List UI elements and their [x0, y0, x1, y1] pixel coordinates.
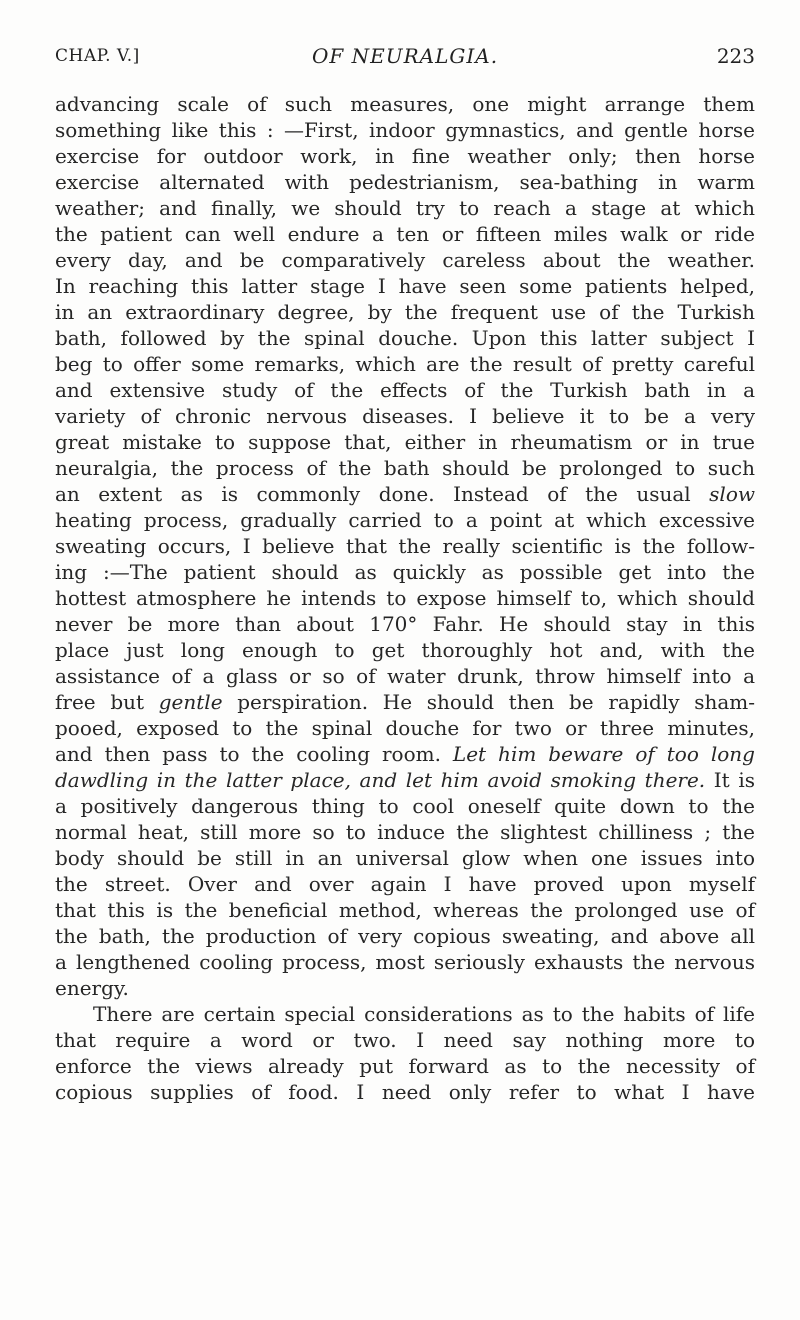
chapter-label: CHAP. V.]: [55, 46, 140, 66]
text-line: variety of chronic nervous diseases. I believe it to be a very: [55, 404, 755, 428]
text-line: exercise for outdoor work, in fine weather only; then horse: [55, 144, 755, 168]
text-line: the street. Over and over again I have proved upon myself: [55, 872, 755, 896]
text-line: and extensive study of the effects of the Turkish bath in a: [55, 378, 755, 402]
text-line: pooed, exposed to the spinal douche for two or three minutes,: [55, 716, 755, 740]
text-line: advancing scale of such measures, one might arrange them: [55, 92, 755, 116]
running-head: [55, 44, 755, 74]
page-number: 223: [716, 44, 755, 68]
text-line: hottest atmosphere he intends to expose himself to, which should: [55, 586, 755, 610]
text-line: bath, followed by the spinal douche. Upon this latter subject I: [55, 326, 755, 350]
text-line: assistance of a glass or so of water drunk, throw himself into a: [55, 664, 755, 688]
text-line: neuralgia, the process of the bath should be prolonged to such: [55, 456, 755, 480]
emphasis-italic-1: Let him beware of too long: [452, 742, 755, 766]
text-line: sweating occurs, I believe that the really scientific is the follow-: [55, 534, 755, 558]
text-span: an extent as is commonly done. Instead of the usual: [55, 482, 710, 506]
text-line: a lengthened cooling process, most seriously exhausts the nervous: [55, 950, 755, 974]
paragraph-1: [55, 91, 755, 1001]
text-line: every day, and be comparatively careless about the weather.: [55, 248, 755, 272]
text-line: [55, 767, 755, 793]
text-line: There are certain special considerations as to the habits of life: [93, 1002, 755, 1026]
text-line: that require a word or two. I need say nothing more to: [55, 1028, 755, 1052]
text-line: beg to offer some remarks, which are the result of pretty careful: [55, 352, 755, 376]
text-line: place just long enough to get thoroughly hot and, with the: [55, 638, 755, 662]
text-span: free but: [55, 690, 159, 714]
emphasis-slow: slow: [709, 482, 755, 506]
body-text: [55, 91, 755, 1105]
text-span: perspiration. He should then be rapidly sham-: [222, 690, 755, 714]
text-line: that this is the beneficial method, whereas the prolonged use of: [55, 898, 755, 922]
text-line: ing :—The patient should as quickly as possible get into the: [55, 560, 755, 584]
text-line: energy.: [55, 976, 129, 1000]
paragraph-2: [55, 1001, 755, 1105]
text-line: [55, 741, 755, 767]
text-line: enforce the views already put forward as to the necessity of: [55, 1054, 755, 1078]
text-line: the bath, the production of very copious sweating, and above all: [55, 924, 755, 948]
text-line: great mistake to suppose that, either in rheumatism or in true: [55, 430, 755, 454]
text-line: [55, 689, 755, 715]
text-line: the patient can well endure a ten or fifteen miles walk or ride: [55, 222, 755, 246]
text-line: never be more than about 170° Fahr. He should stay in this: [55, 612, 755, 636]
text-line: a positively dangerous thing to cool oneself quite down to the: [55, 794, 755, 818]
text-line: heating process, gradually carried to a point at which excessive: [55, 508, 755, 532]
text-line: [55, 481, 755, 507]
text-line: body should be still in an universal glow when one issues into: [55, 846, 755, 870]
text-line: copious supplies of food. I need only refer to what I have: [55, 1080, 755, 1104]
text-line: in an extraordinary degree, by the frequent use of the Turkish: [55, 300, 755, 324]
text-line: In reaching this latter stage I have seen some patients helped,: [55, 274, 755, 298]
text-line: exercise alternated with pedestrianism, sea-bathing in warm: [55, 170, 755, 194]
text-span: It is: [705, 768, 755, 792]
text-line: normal heat, still more so to induce the slightest chilliness ; the: [55, 820, 755, 844]
emphasis-italic-2: dawdling in the latter place, and let him avoid smoking there.: [55, 768, 706, 792]
text-span: and then pass to the cooling room.: [55, 742, 453, 766]
emphasis-gentle: gentle: [158, 690, 223, 714]
page-title: OF NEURALGIA.: [312, 44, 499, 68]
text-line: something like this : —First, indoor gymnastics, and gentle horse: [55, 118, 755, 142]
text-line: weather; and finally, we should try to reach a stage at which: [55, 196, 755, 220]
